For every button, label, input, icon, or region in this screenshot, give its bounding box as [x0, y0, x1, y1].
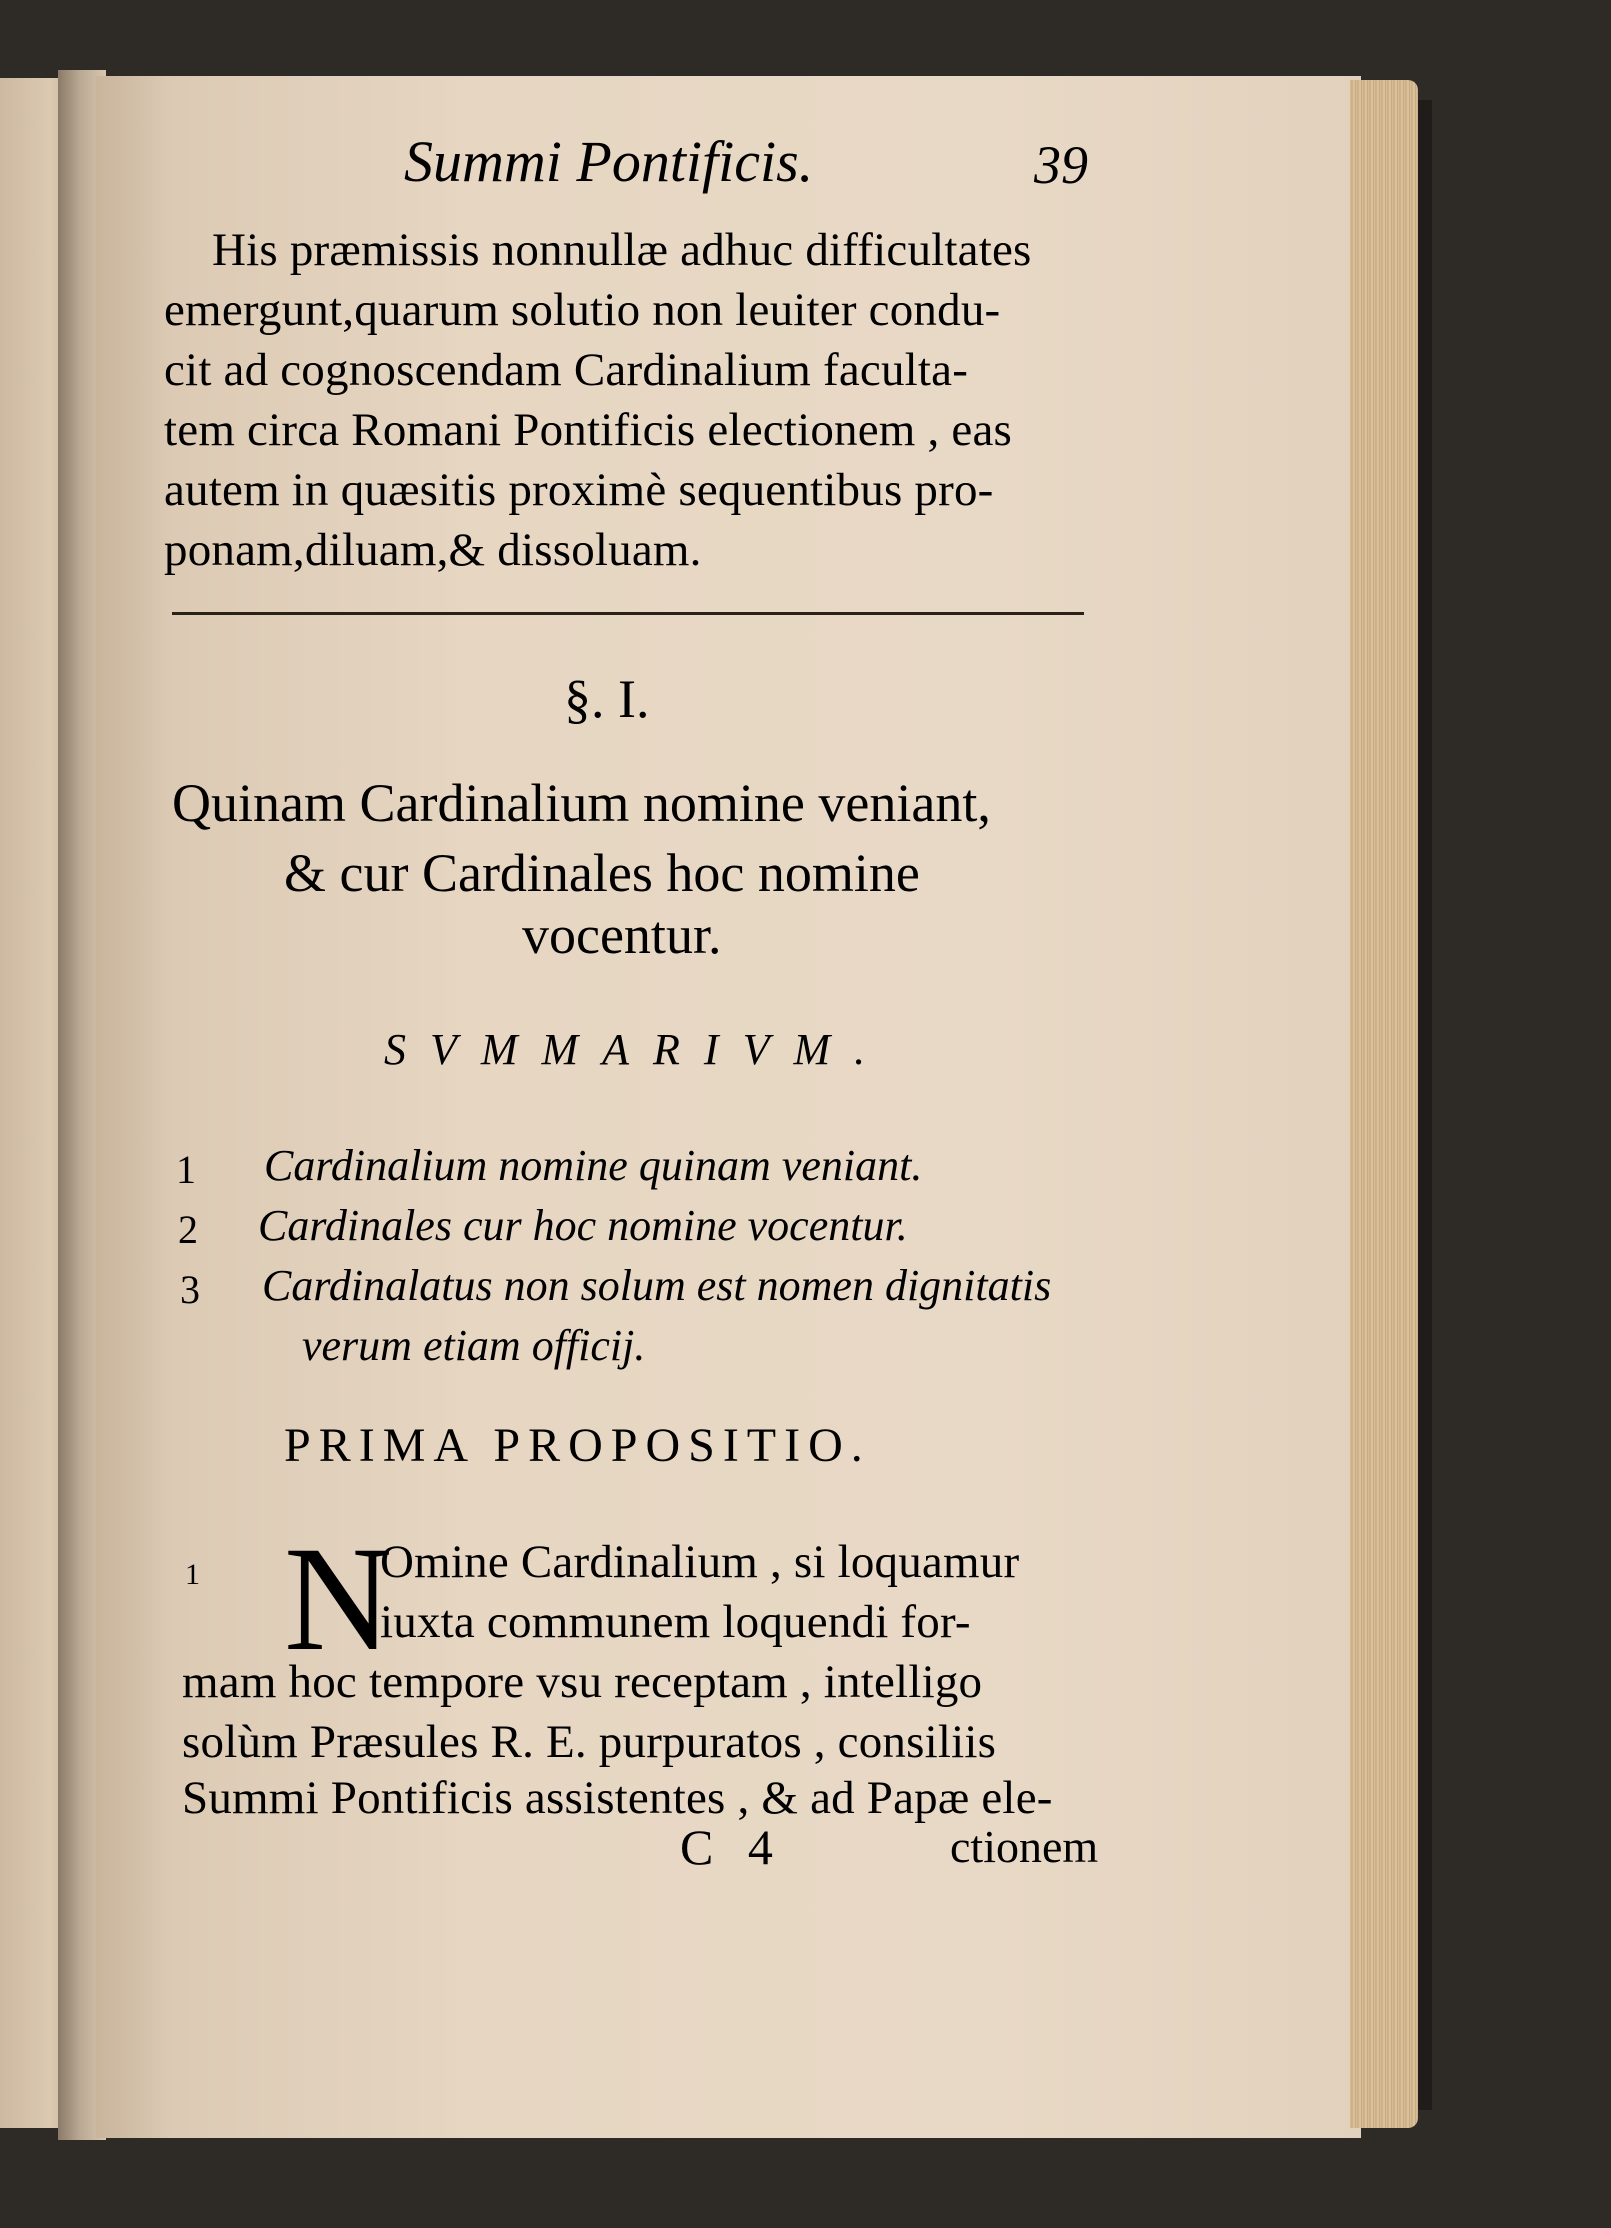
intro-line: ponam,diluam,& dissoluam. — [164, 524, 702, 576]
section-mark: §. I. — [564, 669, 650, 729]
fore-edge-shadow — [1418, 100, 1432, 2110]
section-divider — [172, 612, 1084, 615]
summary-item-number: 2 — [178, 1207, 198, 1252]
summary-item-text: verum etiam officij. — [302, 1321, 646, 1370]
intro-line: tem circa Romani Pontificis electionem , eas — [164, 404, 1013, 456]
section-title-line: vocentur. — [522, 905, 722, 965]
page-fore-edge — [1350, 80, 1418, 2128]
summary-item-number: 1 — [176, 1147, 196, 1192]
page-number: 39 — [1034, 135, 1088, 195]
body-line: iuxta communem loquendi for- — [380, 1596, 971, 1648]
body-line: mam hoc tempore vsu receptam , intelligo — [182, 1656, 983, 1708]
summarium-heading: SVMMARIVM. — [384, 1025, 890, 1074]
summary-item-text: Cardinales cur hoc nomine vocentur. — [258, 1201, 908, 1250]
signature-mark: C 4 — [680, 1819, 773, 1875]
summary-item-text: Cardinalatus non solum est nomen dignitatis — [262, 1261, 1052, 1310]
drop-cap: N — [284, 1516, 393, 1682]
body-line: Summi Pontificis assistentes , & ad Papæ ele- — [182, 1772, 1053, 1824]
intro-line: His præmissis nonnullæ adhuc difficultates — [212, 224, 1032, 276]
proposition-heading: PRIMA PROPOSITIO. — [284, 1419, 871, 1472]
running-title: Summi Pontificis. — [404, 129, 814, 194]
summary-item-number: 3 — [180, 1267, 200, 1312]
section-title-line: Quinam Cardinalium nomine veniant, — [172, 773, 991, 833]
intro-line: cit ad cognoscendam Cardinalium faculta- — [164, 344, 969, 396]
intro-line: autem in quæsitis proximè sequentibus pro- — [164, 464, 994, 516]
intro-line: emergunt,quarum solutio non leuiter condu- — [164, 284, 1001, 336]
summary-item-text: Cardinalium nomine quinam veniant. — [264, 1141, 923, 1190]
section-title-line: & cur Cardinales hoc nomine — [284, 843, 920, 903]
body-line: Omine Cardinalium , si loquamur — [380, 1536, 1020, 1588]
body-line: solùm Præsules R. E. purpuratos , consiliis — [182, 1716, 997, 1768]
catchword: ctionem — [950, 1821, 1099, 1872]
margin-number: 1 — [185, 1558, 200, 1591]
